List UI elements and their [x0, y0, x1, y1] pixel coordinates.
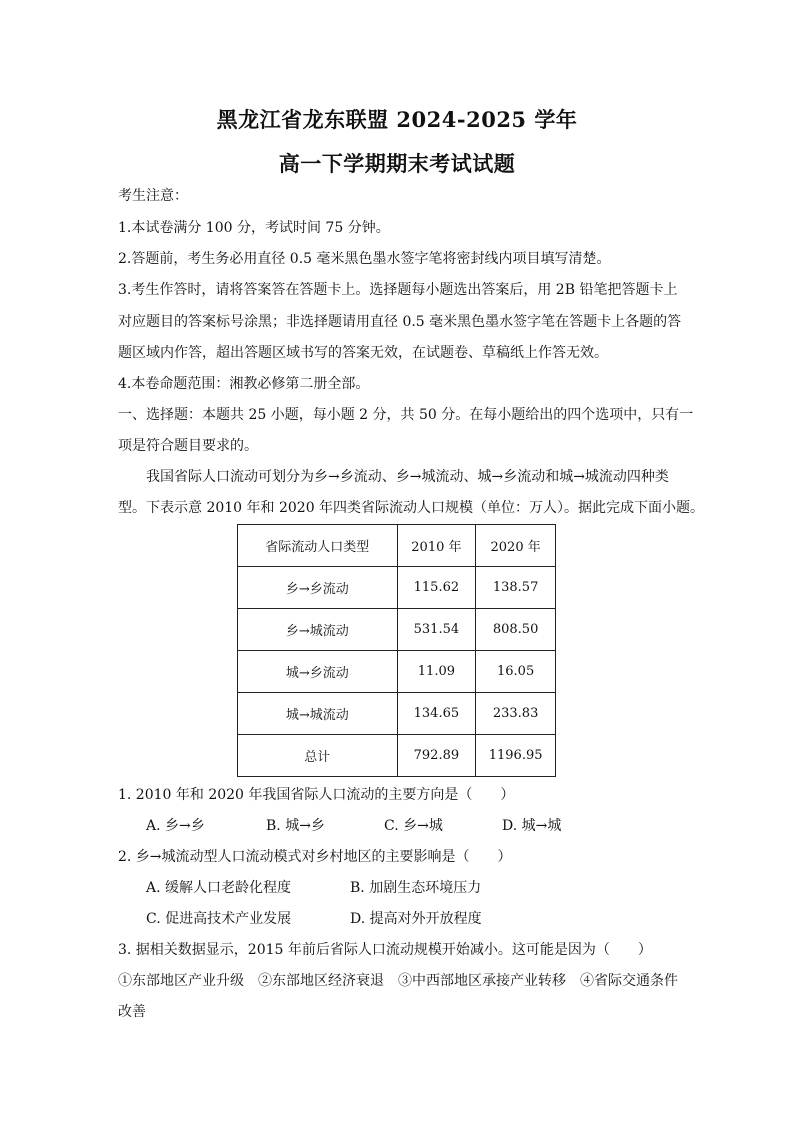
- table-header-cell: 2010 年: [397, 525, 476, 567]
- table-header-cell: 省际流动人口类型: [238, 525, 398, 567]
- question-1-stem: 1. 2010 年和 2020 年我国省际人口流动的主要方向是（ ）: [118, 787, 515, 803]
- table-cell: 城→城流动: [238, 693, 398, 735]
- table-cell: 138.57: [476, 567, 556, 609]
- exam-title-line1: 黑龙江省龙东联盟 2024-2025 学年: [216, 107, 578, 132]
- notice-heading: 考生注意：: [118, 188, 188, 204]
- notice-item-3-line1: 3.考生作答时，请将答案答在答题卡上。选择题每小题选出答案后，用 2B 铅笔把答题卡上: [118, 282, 678, 298]
- table-cell: 1196.95: [476, 735, 556, 777]
- question-1-option-d[interactable]: D. 城→城: [502, 818, 562, 834]
- notice-item-4: 4.本卷命题范围：湘教必修第二册全部。: [118, 376, 370, 392]
- table-cell: 16.05: [476, 651, 556, 693]
- question-3-stem: 3. 据相关数据显示，2015 年前后省际人口流动规模开始减小。这可能是因为（ ）: [118, 942, 652, 958]
- table-row: [238, 567, 556, 609]
- table-row: [238, 651, 556, 693]
- table-cell: 11.09: [397, 651, 476, 693]
- table-cell: 531.54: [397, 609, 476, 651]
- question-2-option-a[interactable]: A. 缓解人口老龄化程度: [146, 880, 292, 896]
- notice-item-1: 1.本试卷满分 100 分，考试时间 75 分钟。: [118, 220, 390, 236]
- question-3-statements-line2: 改善: [118, 1004, 146, 1020]
- section-heading-line1: 一、选择题：本题共 25 小题，每小题 2 分，共 50 分。在每小题给出的四个选项中，只有一: [118, 407, 694, 423]
- table-cell: 792.89: [397, 735, 476, 777]
- table-cell: 808.50: [476, 609, 556, 651]
- passage-line1: 我国省际人口流动可划分为乡→乡流动、乡→城流动、城→乡流动和城→城流动四种类: [146, 469, 669, 485]
- table-row: [238, 609, 556, 651]
- notice-item-3-line2: 对应题目的答案标号涂黑；非选择题请用直径 0.5 毫米黑色墨水签字笔在答题卡上各题的答: [118, 314, 682, 330]
- table-cell: 乡→城流动: [238, 609, 398, 651]
- table-header-row: [238, 525, 556, 567]
- table-cell: 乡→乡流动: [238, 567, 398, 609]
- notice-item-2: 2.答题前，考生务必用直径 0.5 毫米黑色墨水签字笔将密封线内项目填写清楚。: [118, 251, 611, 267]
- question-3-statements-line1: ①东部地区产业升级 ②东部地区经济衰退 ③中西部地区承接产业转移 ④省际交通条件: [118, 973, 678, 989]
- table-row: [238, 693, 556, 735]
- passage-line2: 型。下表示意 2010 年和 2020 年四类省际流动人口规模（单位：万人）。据此完成下面小题。: [118, 500, 705, 516]
- question-1-option-a[interactable]: A. 乡→乡: [146, 818, 205, 834]
- table-cell: 233.83: [476, 693, 556, 735]
- question-2-option-d[interactable]: D. 提高对外开放程度: [350, 911, 482, 927]
- table-row-total: [238, 735, 556, 777]
- question-2-option-b[interactable]: B. 加剧生态环境压力: [350, 880, 482, 896]
- section-heading-line2: 项是符合题目要求的。: [118, 438, 258, 454]
- exam-title-line2: 高一下学期期末考试试题: [278, 151, 516, 176]
- population-flow-table: [237, 524, 556, 777]
- notice-item-3-line3: 题区域内作答，超出答题区域书写的答案无效，在试题卷、草稿纸上作答无效。: [118, 345, 608, 361]
- table-cell: 城→乡流动: [238, 651, 398, 693]
- question-1-option-b[interactable]: B. 城→乡: [266, 818, 325, 834]
- table-cell: 总计: [238, 735, 398, 777]
- table-cell: 115.62: [397, 567, 476, 609]
- table-header-cell: 2020 年: [476, 525, 556, 567]
- question-2-option-c[interactable]: C. 促进高技术产业发展: [146, 911, 292, 927]
- question-2-stem: 2. 乡→城流动型人口流动模式对乡村地区的主要影响是（ ）: [118, 849, 512, 865]
- table-cell: 134.65: [397, 693, 476, 735]
- question-1-option-c[interactable]: C. 乡→城: [384, 818, 443, 834]
